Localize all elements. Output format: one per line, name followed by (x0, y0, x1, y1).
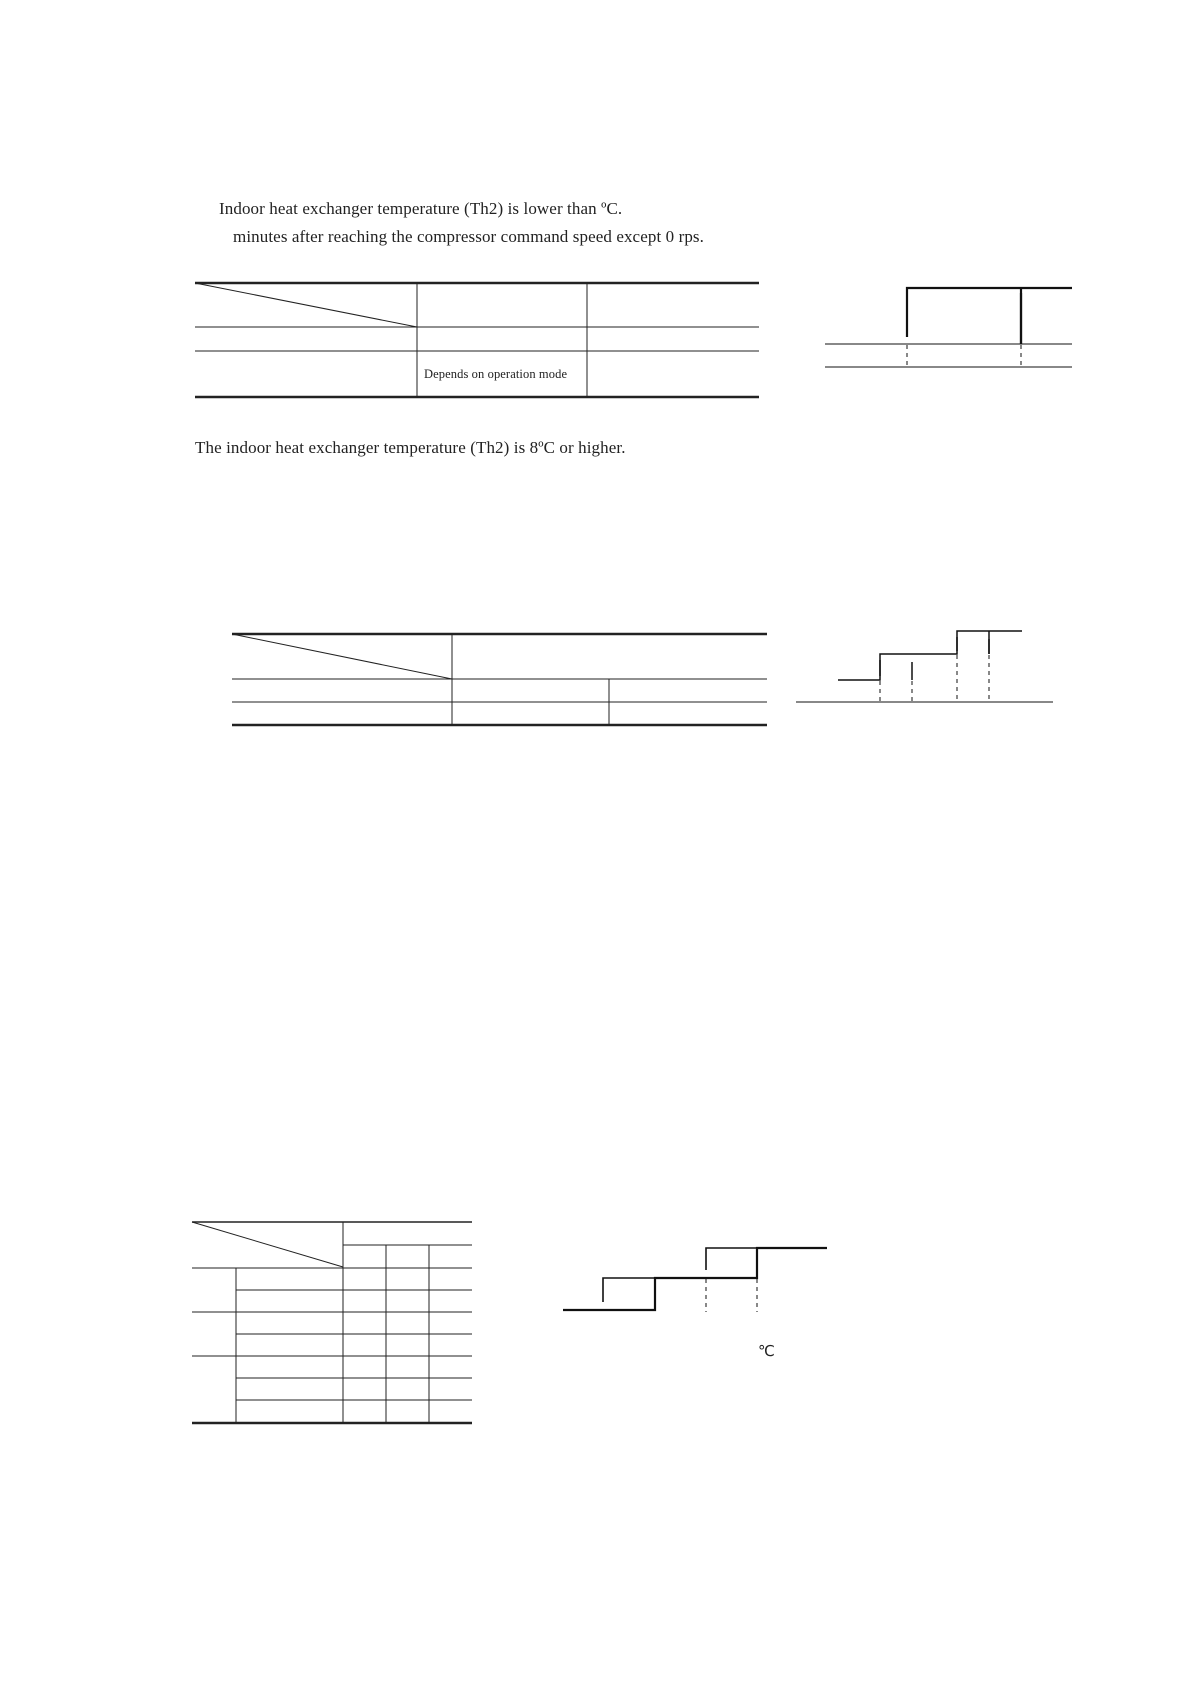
graph3-unit-label: ℃ (758, 1342, 775, 1360)
table-3 (192, 1222, 472, 1423)
hysteresis-graph-2 (796, 631, 1053, 702)
condition1-line1: Indoor heat exchanger temperature (Th2) is lower than ºC. (219, 199, 623, 218)
table1-cell-depends-on-mode: Depends on operation mode (424, 367, 568, 381)
condition2-line1: The indoor heat exchanger temperature (Th2) is 8ºC or higher. (195, 438, 626, 457)
hysteresis-graph-3 (563, 1248, 827, 1312)
table-2 (232, 634, 767, 725)
hysteresis-graph-1 (825, 288, 1072, 367)
condition1-line2: minutes after reaching the compressor command speed except 0 rps. (233, 227, 705, 246)
